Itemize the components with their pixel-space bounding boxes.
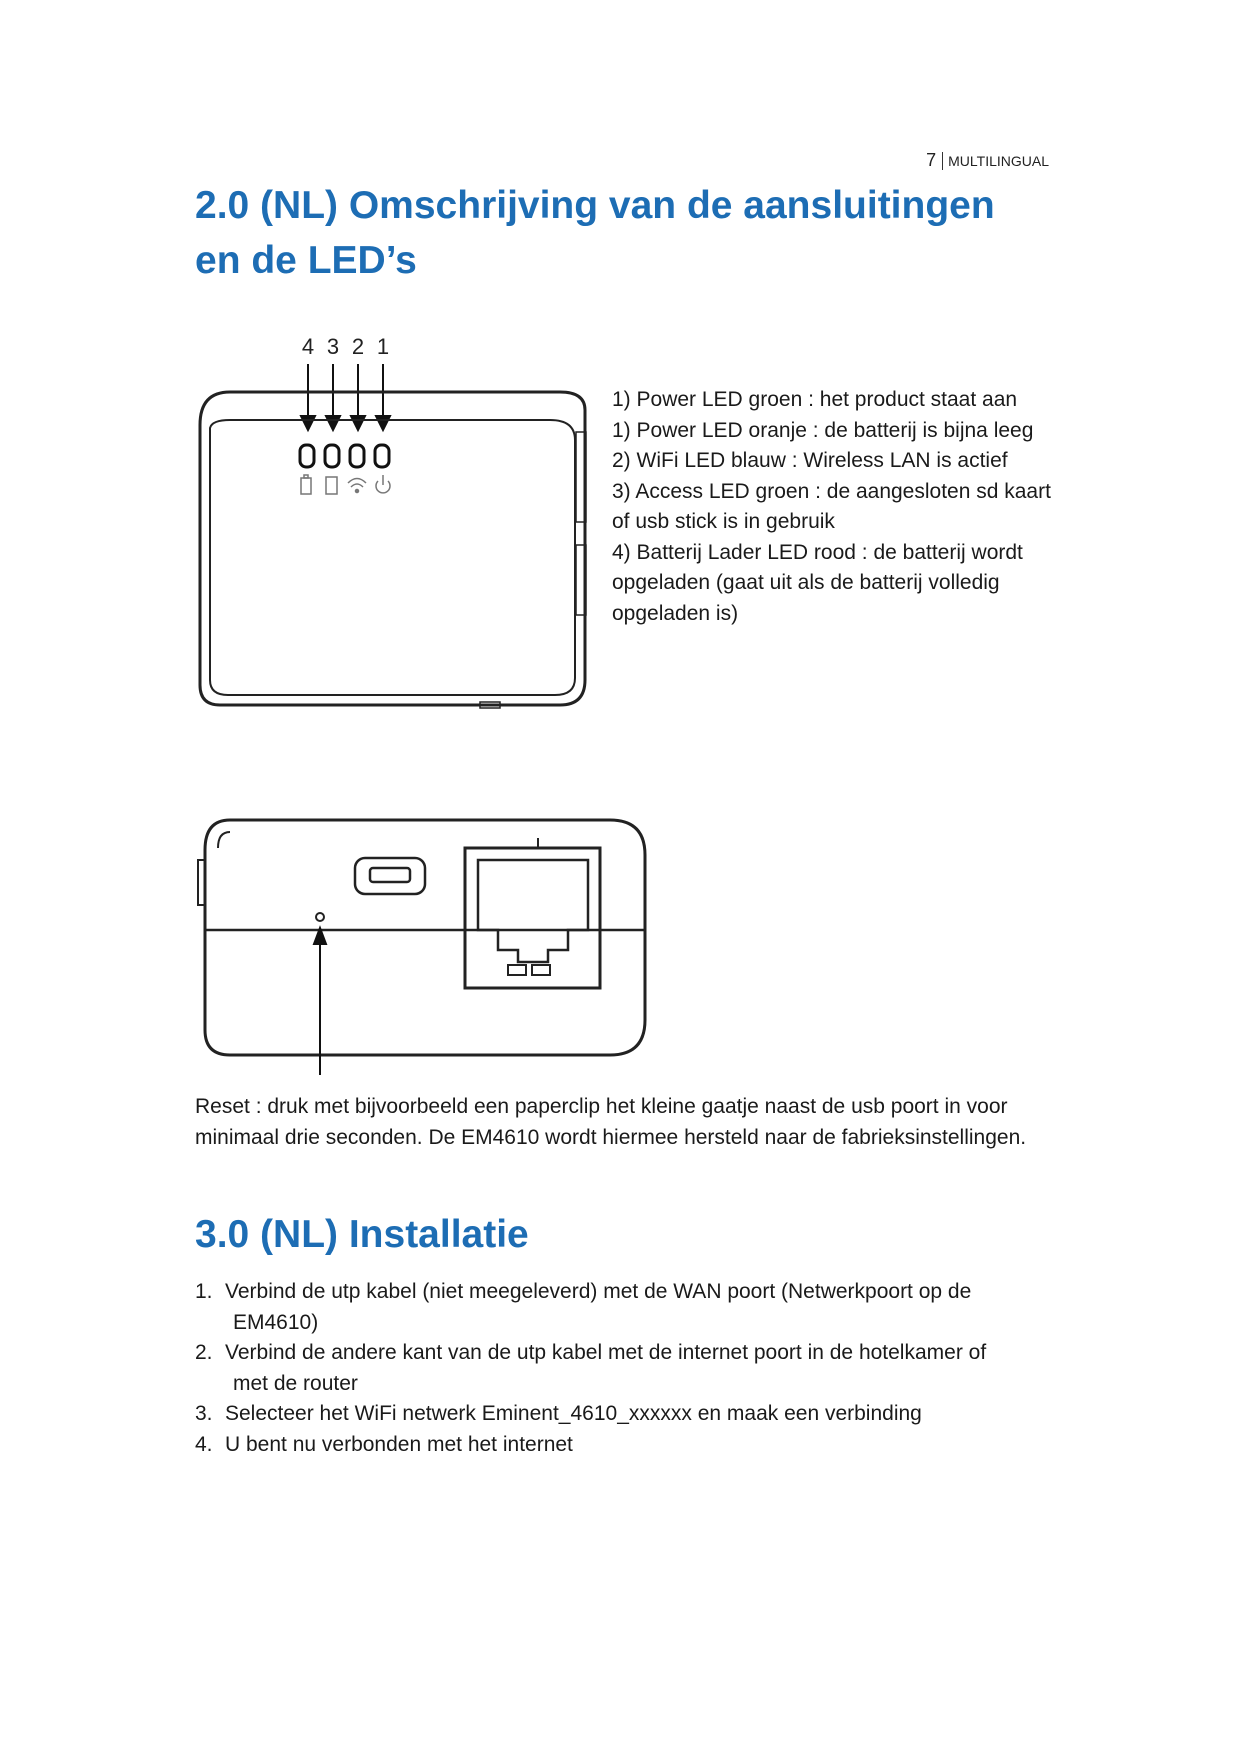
step-text: U bent nu verbonden met het internet: [225, 1432, 573, 1456]
led-description: 3) Access LED groen : de aangesloten sd kaart of usb stick is in gebruik: [612, 479, 1051, 533]
list-item: [195, 1399, 1075, 1430]
callout-number-3: 3: [326, 334, 340, 359]
led-description: 4) Batterij Lader LED rood : de batterij wordt opgeladen (gaat uit als de batterij volledig opgeladen is): [612, 540, 1023, 625]
step-number: 2.: [195, 1341, 213, 1364]
step-text-continued: met de router: [233, 1371, 358, 1395]
step-number: 3.: [195, 1402, 213, 1425]
led-description: 1) Power LED groen : het product staat aan: [612, 388, 1018, 411]
wifi-icon: [348, 479, 366, 493]
step-text: Verbind de utp kabel (niet meegeleverd) met de WAN poort (Netwerkpoort op de: [225, 1280, 972, 1303]
ethernet-port: [465, 838, 600, 988]
heading-line-2: en de LED’s: [195, 239, 417, 282]
heading-line-1: 2.0 (NL) Omschrijving van de aansluitingen: [195, 184, 995, 227]
led-description-list: [612, 385, 1052, 629]
sd-card-icon: [326, 477, 337, 494]
usb-port: [355, 858, 425, 894]
step-number: 4.: [195, 1432, 213, 1456]
list-item: [195, 1277, 1075, 1338]
led-description: 1) Power LED oranje : de batterij is bijna leeg: [612, 418, 1034, 442]
step-number: 1.: [195, 1280, 213, 1303]
device-side-body: [198, 820, 645, 1055]
page-header: [926, 150, 1049, 171]
power-icon: [376, 475, 390, 493]
led-indicators: [300, 445, 389, 467]
step-text-continued: EM4610): [233, 1310, 319, 1334]
reset-instructions: Reset : druk met bijvoorbeeld een paperclip het kleine gaatje naast de usb poort in voor minimaal drie seconden. De EM4610 wordt hiermee hersteld naar de fabrieksinstellingen.: [195, 1095, 1027, 1149]
callout-number-2: 2: [351, 334, 365, 359]
header-divider: [942, 152, 943, 170]
section-heading-installation: 3.0 (NL) Installatie: [195, 1213, 529, 1256]
callout-number-1: 1: [376, 334, 390, 359]
device-top-view-illustration: [190, 330, 610, 730]
list-item: [195, 1338, 1075, 1399]
reset-arrow: [314, 928, 326, 1075]
step-text: Selecteer het WiFi netwerk Eminent_4610_xxxxxx en maak een verbinding: [225, 1402, 922, 1425]
callout-number-4: 4: [301, 334, 315, 359]
device-side-view-illustration: [190, 810, 670, 1085]
battery-icon: [301, 475, 311, 494]
section-heading-connections: [195, 178, 1095, 288]
page-number: 7: [926, 150, 937, 170]
header-section: MULTILINGUAL: [948, 152, 1049, 169]
installation-steps: [195, 1277, 1075, 1460]
led-description: 2) WiFi LED blauw : Wireless LAN is actief: [612, 449, 1008, 472]
device-body: [200, 392, 586, 708]
list-item: [195, 1430, 1075, 1461]
step-text: Verbind de andere kant van de utp kabel met de internet poort in de hotelkamer of: [225, 1341, 987, 1364]
reset-hole: [316, 913, 324, 921]
